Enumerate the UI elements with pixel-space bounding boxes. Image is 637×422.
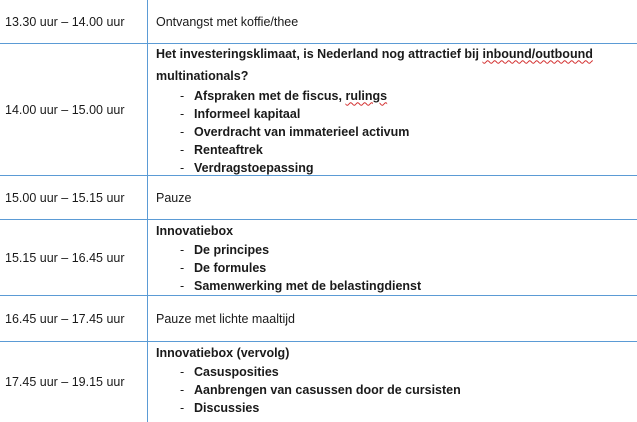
session-title: Innovatiebox (vervolg) [156,346,290,360]
list-item [180,87,637,105]
list-item: - Verdragstoepassing [180,159,637,177]
list-item: - De principes [180,241,637,259]
list-item: - Overdracht van immaterieel activum [180,123,637,141]
title-prefix: Het investeringsklimaat, is Nederland nog attractief bij [156,46,483,61]
topic-list [156,241,637,295]
table-row [0,296,637,342]
table-row [0,0,637,44]
list-item: - Renteaftrek [180,141,637,159]
list-item: - Informeel kapitaal [180,105,637,123]
session-text: Ontvangst met koffie/thee [156,14,299,29]
spellcheck-word: rulings [345,88,388,103]
content-cell [148,0,637,43]
session-text: Pauze met lichte maaltijd [156,311,295,326]
content-cell [148,220,637,295]
content-cell [148,176,637,219]
time-cell: 13.30 uur – 14.00 uur [0,0,148,43]
table-row [0,342,637,422]
content-cell [148,44,637,175]
time-cell: 15.00 uur – 15.15 uur [0,176,148,219]
time-cell: 15.15 uur – 16.45 uur [0,220,148,295]
topic-list [156,87,637,177]
spellcheck-word: inbound/outbound [482,46,593,61]
session-title [156,43,637,87]
table-row [0,220,637,296]
time-cell: 16.45 uur – 17.45 uur [0,296,148,341]
content-cell [148,342,637,422]
list-item: - Casusposities [180,363,637,381]
topic-list [156,363,637,417]
table-row [0,176,637,220]
list-item: - Samenwerking met de belastingdienst [180,277,637,295]
session-text: Pauze [156,190,192,205]
time-cell: 14.00 uur – 15.00 uur [0,44,148,175]
table-row [0,44,637,176]
content-cell [148,296,637,341]
list-item: - De formules [180,259,637,277]
item-prefix: Afspraken met de fiscus, [194,88,346,103]
list-item: - Aanbrengen van casussen door de cursisten [180,381,637,399]
list-item: - Discussies [180,399,637,417]
time-cell: 17.45 uur – 19.15 uur [0,342,148,422]
session-title: Innovatiebox [156,223,234,238]
title-suffix: multinationals? [156,68,249,83]
